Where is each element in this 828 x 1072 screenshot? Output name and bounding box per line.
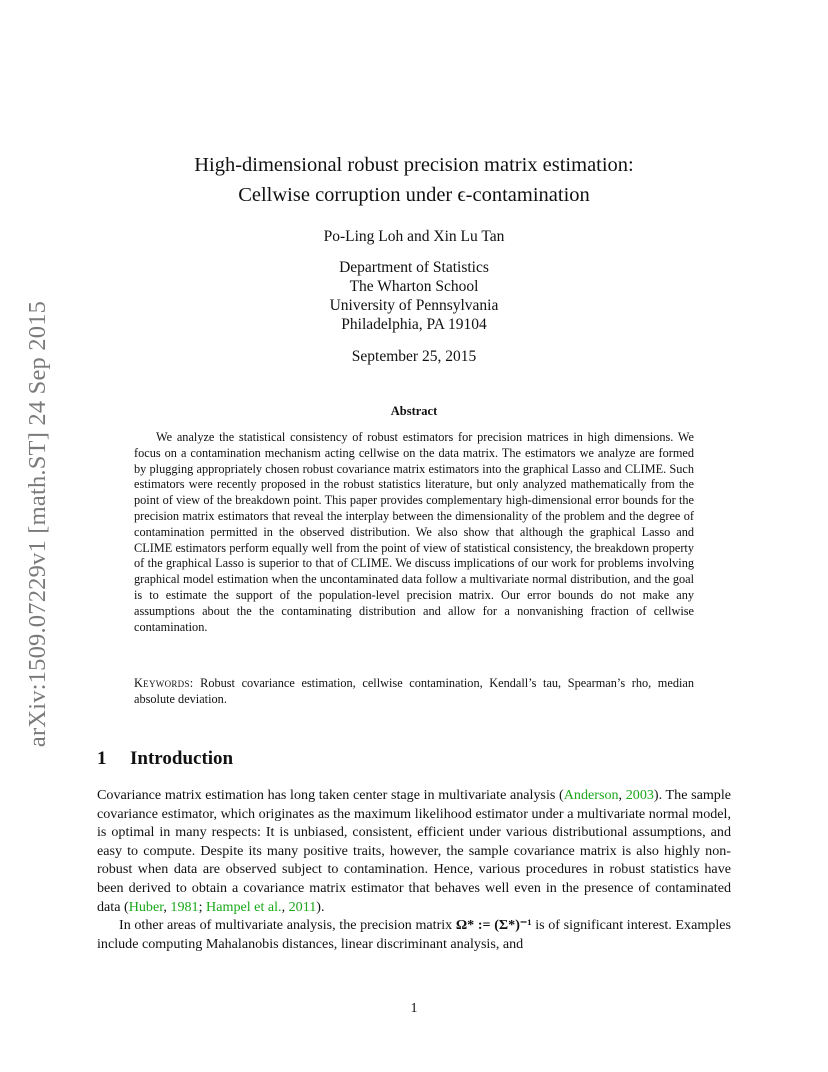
title-line-1: High-dimensional robust precision matrix estimation: bbox=[194, 154, 634, 176]
keywords bbox=[134, 676, 694, 708]
page-number: 1 bbox=[410, 1001, 418, 1016]
abstract-text: We analyze the statistical consistency of robust estimators for precision matrices in high dimensions. We focus on a contamination mechanism acting cellwise on the data matrix. The estimators we analyze are formed by plugging appropriately chosen robust covariance matrix estimators into the graphical Lasso and CLIME. Such estimators were recently proposed in the robust statistics literature, but only analyzed mathematically from the point of view of the breakdown point. This paper provides complementary high-dimensional error bounds for the precision matrix estimators that reveal the interplay between the dimensionality of the problem and the degree of contamination permitted in the observed distribution. We also show that although the graphical Lasso and CLIME estimators perform equally well from the point of view of statistical consistency, the breakdown property of the graphical Lasso is superior to that of CLIME. We discuss implications of our work for problems involving graphical model estimation when the uncontaminated data follow a multivariate normal distribution, and the goal is to estimate the support of the population-level precision matrix. Our error bounds do not make any assumptions about the the contaminating distribution and allow for a nonvanishing fraction of cellwise contamination. bbox=[134, 430, 694, 634]
paper-title bbox=[0, 150, 828, 210]
intro-paragraph-2 bbox=[97, 916, 731, 953]
citation-link[interactable]: Anderson bbox=[563, 787, 619, 803]
intro-text: In other areas of multivariate analysis, the precision matrix bbox=[119, 917, 456, 934]
authors: Po-Ling Loh and Xin Lu Tan bbox=[323, 228, 505, 245]
citation-year-link[interactable]: 1981 bbox=[170, 898, 199, 915]
citation-year-link[interactable]: 2003 bbox=[625, 787, 654, 803]
affiliation-school: The Wharton School bbox=[349, 278, 479, 295]
intro-text: is of significant interest. Examples include computing Mahalanobis distances, linear discriminant analysis, and bbox=[97, 917, 732, 952]
affiliation-city: Philadelphia, PA 19104 bbox=[341, 316, 487, 333]
publication-date: September 25, 2015 bbox=[351, 348, 477, 365]
citation-link[interactable]: Huber bbox=[128, 898, 164, 915]
keywords-label: Keywords: bbox=[134, 676, 194, 690]
intro-paragraph-1: Covariance matrix estimation has long taken center stage in multivariate analysis (Anderson, 2003). The sample covariance estimator, which originates as the maximum likelihood estimator under a multivariate normal model, is optimal in many respects: It is unbiased, consistent, efficient under various distributional assumptions, and easy to compute. Despite its many positive traits, however, the sample covariance matrix is also highly non-robust when data are observed subject to contamination. Hence, various procedures in robust statistics have been derived to obtain a covariance matrix estimator that behaves well even in the presence of contaminated data (Huber, 1981; Hampel et al., 2011). bbox=[97, 787, 732, 915]
math-expression: Ω* := (Σ*)⁻¹ bbox=[455, 917, 532, 934]
abstract-heading: Abstract bbox=[390, 404, 438, 418]
section-heading bbox=[97, 748, 233, 770]
title-line-2: Cellwise corruption under ϵ-contamination bbox=[238, 184, 590, 206]
introduction-body bbox=[97, 786, 731, 953]
affiliation bbox=[0, 258, 828, 334]
arxiv-identifier: arXiv:1509.07229v1 [math.ST] 24 Sep 2015 bbox=[24, 300, 51, 748]
section-number: 1 bbox=[97, 748, 107, 769]
citation-year-link[interactable]: 2011 bbox=[288, 898, 317, 915]
intro-text: Covariance matrix estimation has long taken center stage in multivariate analysis ( bbox=[97, 787, 564, 803]
affiliation-university: University of Pennsylvania bbox=[329, 297, 499, 314]
intro-text: ). The sample covariance estimator, which originates as the maximum likelihood estimator under a multivariate normal model, is optimal in many respects: It is unbiased, consistent, efficient under various distributional assumptions, and easy to compute. Despite its many positive traits, however, the sample covariance matrix is also highly non-robust when data are observed subject to contamination. Hence, various procedures in robust statistics have been derived to obtain a covariance matrix estimator that behaves well even in the presence of contaminated data ( bbox=[97, 787, 732, 915]
intro-text: ). bbox=[316, 898, 325, 915]
keywords-text: Robust covariance estimation, cellwise contamination, Kendall’s tau, Spearman’s rho, median absolute deviation. bbox=[134, 676, 694, 706]
affiliation-department: Department of Statistics bbox=[339, 259, 489, 276]
section-title: Introduction bbox=[130, 748, 234, 769]
citation-link[interactable]: Hampel et al. bbox=[206, 898, 282, 915]
